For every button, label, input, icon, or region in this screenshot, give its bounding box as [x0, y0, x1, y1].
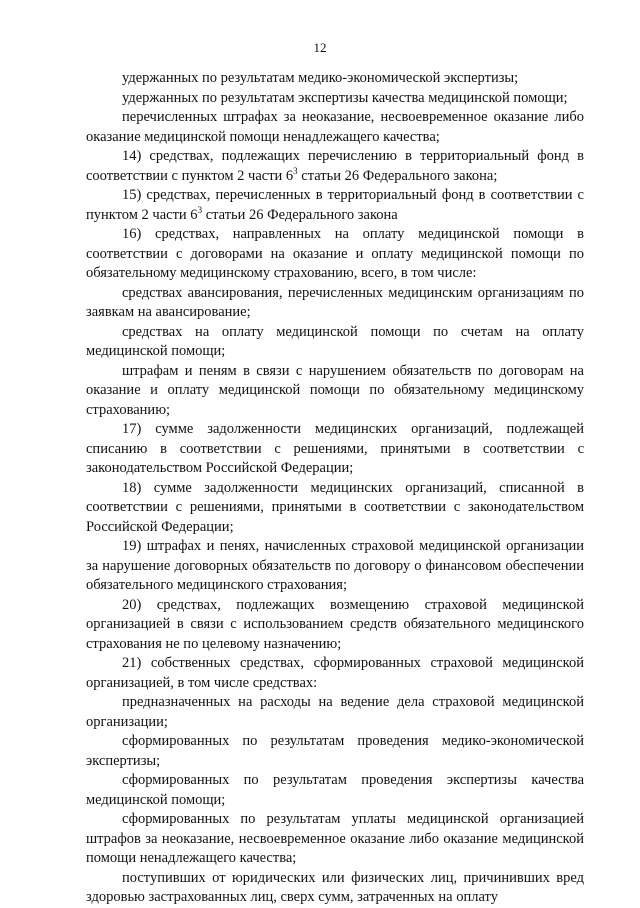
paragraph-item-16: 16) средствах, направленных на оплату медицинской помощи в соответствии с договорами на оказание и оплату медицинской помощи по обязательному медицинскому страхованию, всего, в том числе:: [86, 226, 584, 281]
item-14-superscript: 3: [293, 165, 298, 176]
paragraph-invoice-payments: средствах на оплату медицинской помощи по счетам на оплату медицинской помощи;: [86, 323, 584, 359]
paragraph-item-17: 17) сумме задолженности медицинских организаций, подлежащей списанию в соответствии с решениями, принятыми в соответствии с законодательством Российской Федерации;: [86, 421, 584, 476]
paragraph-item-21: 21) собственных средствах, сформированных страховой медицинской организацией, в том числе средствах:: [86, 655, 584, 691]
paragraph-penalties: штрафам и пеням в связи с нарушением обязательств по договорам на оказание и оплату медицинской помощи по обязательному медицинскому страхованию;: [86, 362, 584, 418]
body-text: [86, 69, 584, 908]
paragraph-item-15: [86, 186, 584, 225]
item-14-tail: статьи 26 Федерального закона;: [297, 167, 498, 184]
paragraph-formed-mee: сформированных по результатам проведения медико-экономической экспертизы;: [86, 733, 584, 769]
page-number: 12: [313, 40, 327, 55]
item-15-text: 15) средствах, перечисленных в территориальный фонд в соответствии с пунктом 2 части 6: [86, 187, 584, 223]
item-14-text: 14) средствах, подлежащих перечислению в территориальный фонд в соответствии с пунктом 2 части 6: [86, 148, 584, 184]
paragraph-item-20: 20) средствах, подлежащих возмещению страховой медицинской организацией в связи с использованием средств обязательного медицинского страхования не по целевому назначению;: [86, 596, 584, 652]
item-15-superscript: 3: [197, 204, 203, 215]
paragraph-expertise-mee: удержанных по результатам медико-экономической экспертизы;: [122, 70, 519, 86]
paragraph-fines: перечисленных штрафах за неоказание, несвоевременное оказание либо оказание медицинской помощи ненадлежащего качества;: [86, 109, 584, 145]
item-15-tail: статьи 26 Федерального закона: [202, 206, 398, 223]
paragraph-item-19: 19) штрафах и пенях, начисленных страховой медицинской организации за нарушение договорных обязательств по договору о финансовом обеспечении обязательного медицинского страхования;: [86, 538, 584, 593]
paragraph-formed-fines: сформированных по результатам уплаты медицинской организацией штрафов за неоказание, несвоевременное оказание либо оказание медицинской помощи ненадлежащего качества;: [86, 811, 584, 866]
paragraph-expertise-quality: удержанных по результатам экспертизы качества медицинской помощи;: [122, 89, 568, 106]
paragraph-item-14: [86, 147, 584, 186]
paragraph-business-expenses: предназначенных на расходы на ведение дела страховой медицинской организации;: [86, 694, 584, 730]
paragraph-formed-quality: сформированных по результатам проведения экспертизы качества медицинской помощи;: [86, 772, 584, 808]
paragraph-advance-payments: средствах авансирования, перечисленных медицинским организациям по заявкам на авансирование;: [86, 284, 584, 320]
paragraph-received-from-persons: поступивших от юридических или физических лиц, причинивших вред здоровью застрахованных лиц, сверх сумм, затраченных на оплату: [86, 869, 584, 905]
paragraph-item-18: 18) сумме задолженности медицинских организаций, списанной в соответствии с решениями, принятыми в соответствии с законодательством Российской Федерации;: [86, 479, 584, 535]
